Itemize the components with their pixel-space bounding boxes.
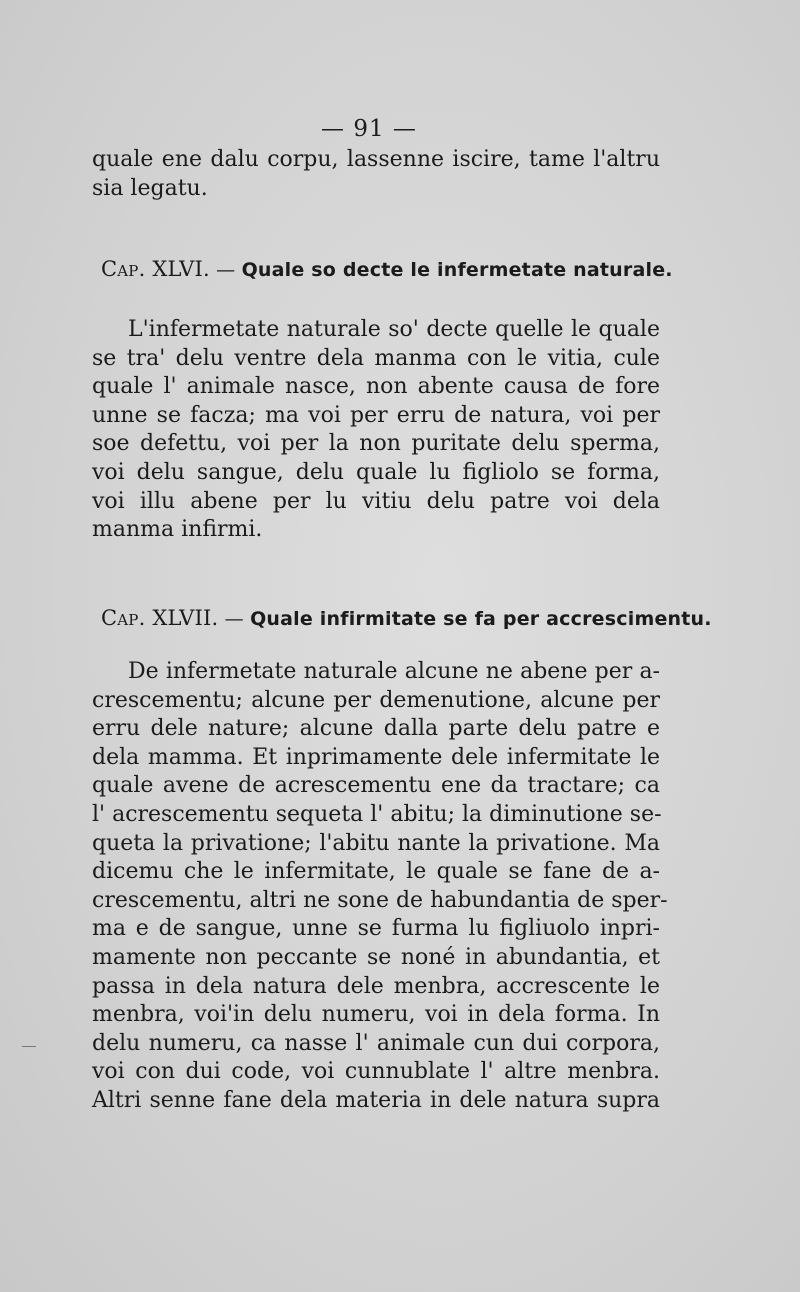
text-line: soe defettu, voi per la non puritate delu sperma,: [92, 431, 660, 457]
text-line: voi con dui code, voi cunnublate l' altre menbra.: [92, 1059, 660, 1085]
text-line: manma infirmi.: [92, 517, 263, 543]
chapter-title: Quale so decte le infermetate naturale.: [241, 259, 673, 281]
text-line: voi delu sangue, delu quale lu figliolo se forma,: [92, 459, 660, 485]
text-line: Altri senne fane dela materia in dele natura supra: [92, 1087, 660, 1113]
text-line: se tra' delu ventre dela manma con le vitia, cule: [92, 345, 660, 371]
heading-dash: —: [209, 259, 242, 281]
text-line: sia legatu.: [92, 175, 208, 201]
text-line: quale ene dalu corpu, lassenne iscire, tame l'altru: [92, 147, 660, 172]
text-line: voi illu abene per lu vitiu delu patre voi dela: [92, 488, 660, 514]
text-line: queta la privatione; l'abitu nante la privatione. Ma: [92, 830, 660, 856]
chapter-heading-xlvii: [101, 606, 712, 630]
chapter-number: Cap. XLVII.: [101, 606, 219, 630]
chapter-title: Quale infirmitate se fa per accrescimentu.: [250, 608, 712, 630]
text-line: dela mamma. Et inprimamente dele infermitate le: [92, 744, 660, 770]
continuation-text: [92, 146, 660, 203]
text-line: dicemu che le infermitate, le quale se fane de a-: [92, 859, 660, 885]
text-line: erru dele nature; alcune dalla parte delu patre e: [92, 716, 660, 742]
chapter-heading-xlvi: [101, 257, 673, 281]
text-line: crescementu, altri ne sone de habundantia de sper-: [92, 887, 668, 913]
text-line: passa in dela natura dele menbra, accrescente le: [92, 973, 660, 999]
margin-mark: [22, 1046, 36, 1047]
paragraph-1: [92, 316, 660, 545]
text-line: L'infermetate naturale so' decte quelle le quale: [128, 317, 660, 342]
page-number: — 91 —: [321, 116, 417, 142]
heading-dash: —: [218, 608, 251, 630]
chapter-number: Cap. XLVI.: [101, 257, 210, 281]
text-line: delu numeru, ca nasse l' animale cun dui corpora,: [92, 1030, 660, 1056]
text-line: De infermetate naturale alcune ne abene per a-: [128, 659, 660, 684]
text-line: unne se facza; ma voi per erru de natura, voi per: [92, 402, 660, 428]
text-line: quale avene de acrescementu ene da tractare; ca: [92, 773, 660, 799]
text-line: quale l' animale nasce, non abente causa de fore: [92, 374, 660, 400]
text-line: ma e de sangue, unne se furma lu figliuolo inpri-: [92, 916, 660, 942]
text-line: menbra, voi'in delu numeru, voi in dela forma. In: [92, 1002, 660, 1028]
text-line: crescementu; alcune per demenutione, alcune per: [92, 687, 660, 713]
paragraph-2: [92, 658, 668, 1116]
text-line: l' acrescementu sequeta l' abitu; la diminutione se-: [92, 801, 662, 827]
text-line: mamente non peccante se noné in abundantia, et: [92, 944, 660, 970]
